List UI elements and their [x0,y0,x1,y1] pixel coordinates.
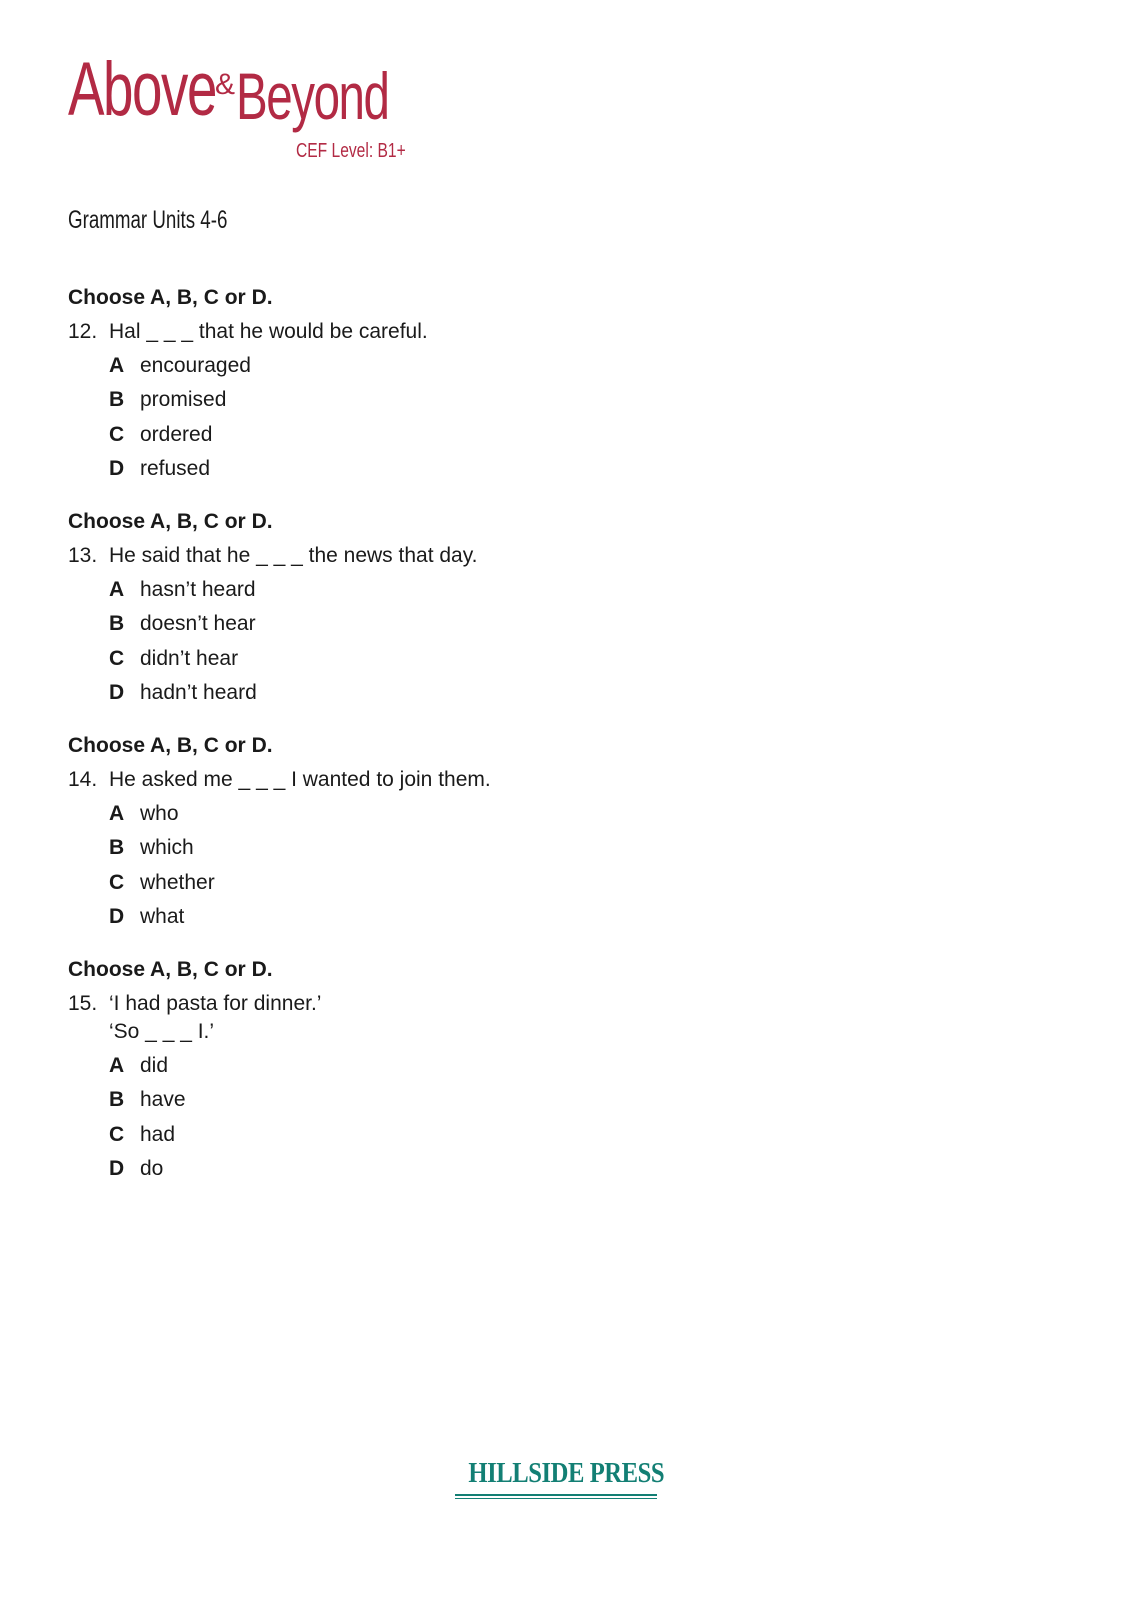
question-number: 12. [68,320,98,343]
question-number: 14. [68,768,98,791]
publisher-underline [455,1494,657,1496]
answer-option-b[interactable] [68,836,968,870]
question-stem [68,320,968,354]
option-text: encouraged [140,354,251,377]
publisher-name: HILLSIDE PRESS [468,1458,665,1489]
option-text: had [140,1122,176,1146]
option-letter: D [109,680,125,704]
question-instruction: Choose A, B, C or D. [68,286,273,309]
option-text: do [140,1156,164,1180]
option-text: hadn’t heard [140,680,257,704]
option-letter: D [109,456,125,480]
option-letter: A [109,802,125,825]
question-stem [68,544,968,578]
answer-option-c[interactable] [68,1123,968,1157]
option-text: refused [140,456,211,480]
question-number: 15. [68,992,98,1015]
answer-option-c[interactable] [68,647,968,681]
logo-word-beyond: Beyond [236,59,389,133]
answer-option-d[interactable] [68,681,968,715]
option-letter: B [109,836,125,860]
option-text: who [140,802,179,825]
question-instruction: Choose A, B, C or D. [68,734,273,757]
option-text: ordered [140,422,213,446]
publisher-logo [455,1457,665,1499]
question-stem [68,768,968,802]
answer-option-a[interactable] [68,1054,968,1088]
answer-option-b[interactable] [68,1088,968,1122]
brand-logo [68,47,406,178]
option-text: hasn’t heard [140,578,256,601]
question-14 [68,734,968,939]
answer-option-a[interactable] [68,354,968,388]
option-text: promised [140,388,227,412]
answer-option-b[interactable] [68,612,968,646]
option-letter: D [109,904,125,928]
answer-option-d[interactable] [68,1157,968,1191]
logo-wordmark [68,47,389,133]
option-letter: A [109,354,125,377]
section-title: Grammar Units 4-6 [68,206,228,234]
question-text: ‘I had pasta for dinner.’ ‘So _ _ _ I.’ [109,992,322,1043]
option-letter: C [109,870,125,894]
answer-option-a[interactable] [68,802,968,836]
question-number: 13. [68,544,98,567]
option-letter: D [109,1156,125,1180]
option-letter: C [109,422,125,446]
option-letter: C [109,646,125,670]
option-letter: B [109,1088,125,1112]
question-13 [68,510,968,715]
option-text: which [140,836,194,860]
option-text: doesn’t hear [140,612,256,636]
answer-option-d[interactable] [68,457,968,491]
option-letter: B [109,388,125,412]
question-text: He said that he _ _ _ the news that day. [109,544,478,567]
option-letter: C [109,1122,125,1146]
answer-option-a[interactable] [68,578,968,612]
option-text: did [140,1054,169,1077]
option-letter: A [109,578,125,601]
question-12 [68,286,968,491]
answer-option-b[interactable] [68,388,968,422]
answer-option-d[interactable] [68,905,968,939]
question-instruction: Choose A, B, C or D. [68,510,273,533]
option-text: whether [140,870,215,894]
option-letter: A [109,1054,125,1077]
option-text: what [140,904,185,928]
question-15 [68,958,968,1191]
logo-ampersand: & [215,68,236,101]
option-letter: B [109,612,125,636]
question-text: He asked me _ _ _ I wanted to join them. [109,768,491,791]
answer-option-c[interactable] [68,423,968,457]
option-text: have [140,1088,186,1112]
question-text: Hal _ _ _ that he would be careful. [109,320,428,343]
publisher-underline-thin [455,1498,657,1499]
question-instruction: Choose A, B, C or D. [68,958,273,981]
cef-level-label: CEF Level: B1+ [296,140,406,162]
question-stem [68,992,968,1054]
answer-option-c[interactable] [68,871,968,905]
logo-word-above: Above [68,47,216,132]
option-text: didn’t hear [140,646,239,670]
